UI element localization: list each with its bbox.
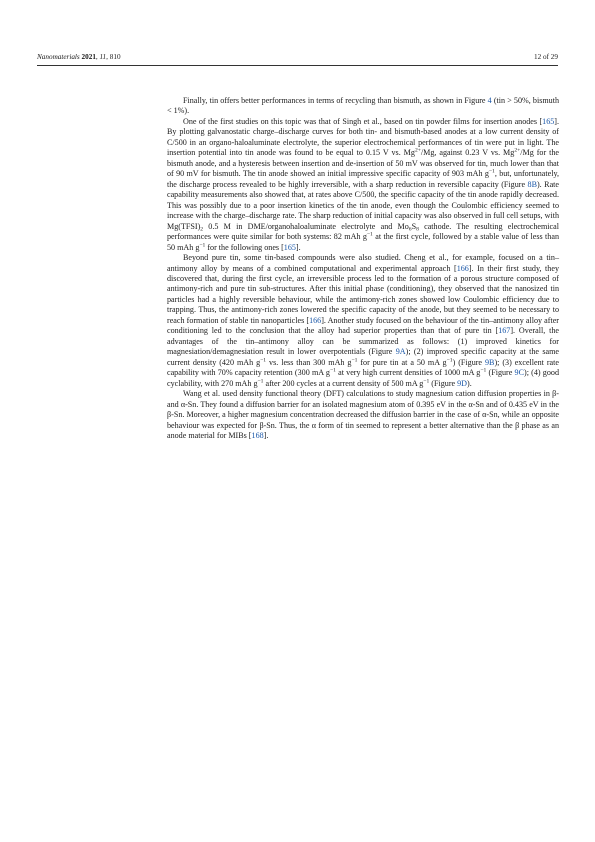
page-number: 12 of 29 xyxy=(534,53,558,61)
paragraph-text: (tin > 50%, bismuth < 1%). xyxy=(167,96,560,116)
paragraph-text: /Mg, against 0.23 V vs. Mg xyxy=(420,148,515,158)
article-body xyxy=(167,96,559,441)
paragraph-text: S xyxy=(411,221,417,231)
paragraph-text: ); (3) excellent rate capability with 70% capacity retention (300 mA g xyxy=(167,357,559,378)
paragraph-text: for pure tin at a 50 mA g xyxy=(357,357,447,367)
paragraph-text: Wang et al. used density functional theory (DFT) calculations to study magnesium cation diffusion properties in β- and α-Sn. They found a diffusion barrier for an isolated magnesium atom of 0.395 eV in the α-Sn and of 0.435 eV in the β-Sn. Moreover, a higher magnesium concentration decreased the diffusion barrier in the case of α-Sn, while an opposite behaviour was expected for β-Sn. Thus, the α form of tin seemed to represent a better alternative than the β phase as an anode material for MIBs [ xyxy=(167,389,559,440)
paragraph-text: ]. By plotting galvanostatic charge–discharge curves for both tin- and bismuth-based anodes at a low current density of C/500 in an organo-haloaluminate electrolyte, the superior electrochemical performances of tin were put in light. The insertion potential into tin anode was found to be equal to 0.15 V vs. Mg xyxy=(167,116,559,158)
citation-link[interactable]: 9D xyxy=(457,378,468,388)
superscript-text: −1 xyxy=(257,378,264,385)
paragraph-text: ]. In their first study, they discovered that, during the first cycle, an irreversible process led to the formation of a porous structure composed of antimony-rich and pure tin sub-structures. After this initial phase (conditioning), they observed that the nanosized tin particles had a highly reversible behaviour, while the antimony-rich zones showed low Coulombic efficiency due to trapping. Thus, the antimony-rich zones lowered the specific capacity of the anode, but they seemed to be necessary to reach formation of stable tin nanoparticles [ xyxy=(167,263,559,325)
paragraph-text: at the first cycle, followed by a stable value of less than 50 mAh g xyxy=(167,232,559,252)
citation-link[interactable]: 9A xyxy=(395,347,406,357)
superscript-text: −1 xyxy=(260,357,267,364)
citation-link[interactable]: 4 xyxy=(487,96,492,105)
journal-volume: 11 xyxy=(99,53,107,61)
journal-name: Nanomaterials xyxy=(37,53,80,61)
paragraph-text: cathode. The resulting electrochemical performances were quite similar for both systems: 82 mAh g xyxy=(167,221,559,242)
paragraph-text: (Figure xyxy=(486,368,515,378)
paragraph-text: ); (4) good cyclability, with 270 mAh g xyxy=(167,368,559,388)
page-header xyxy=(37,51,558,63)
paragraph-text: 0.5 M in DME/organohaloaluminate electrolyte and Mo xyxy=(203,221,409,231)
citation-link[interactable]: 168 xyxy=(251,431,264,440)
citation-link[interactable]: 166 xyxy=(309,315,322,325)
citation-link[interactable]: 166 xyxy=(456,263,469,273)
subscript-text: 8 xyxy=(416,226,419,233)
superscript-text: −1 xyxy=(351,357,358,364)
paragraph-text: ). Rate capability measurements also showed that, at rates above C/500, the specific capacity of the tin anode rapidly decreased. This was possibly due to a poor insertion kinetics of the tin anode, even though the Coulombic efficiency seemed to increase with the charge–discharge rate. The sharp reduction of initial capacity was also observed in full cell setups, with Mg(TFSI) xyxy=(167,179,560,231)
superscript-text: −1 xyxy=(446,357,453,364)
journal-year: 2021 xyxy=(81,53,96,61)
paragraph-text: ). xyxy=(467,378,472,388)
superscript-text: −1 xyxy=(329,367,336,374)
paragraph-text: ]. Another study focused on the behaviour of the tin–antimony alloy after conditioning led to the conclusion that the alloy had superior properties than that of pure tin [ xyxy=(167,315,559,336)
superscript-text: 2+ xyxy=(514,147,521,154)
paragraph-text: at very high current densities of 1000 mA g xyxy=(335,368,481,378)
superscript-text: −1 xyxy=(480,367,487,374)
subscript-text: 2 xyxy=(200,226,204,233)
citation-link[interactable]: 9B xyxy=(484,357,495,367)
paragraph-text: after 200 cycles at a current density of 500 mA g xyxy=(263,378,424,388)
superscript-text: −1 xyxy=(199,242,206,249)
paragraph-text: Beyond pure tin, some tin-based compounds were also studied. Cheng et al., for example, focused on a tin–antimony alloy by means of a combined computational and experimental approach [ xyxy=(167,253,559,273)
paragraph-text: for the following ones [ xyxy=(205,242,284,252)
paragraph-text: , but, unfortunately, the discharge process revealed to be highly irreversible, with a sharp reduction in reversible capacity (Figure xyxy=(167,169,559,189)
citation-link[interactable]: 165 xyxy=(542,116,555,126)
paragraph-text: vs. less than 300 mAh g xyxy=(266,357,352,367)
citation-link[interactable]: 165 xyxy=(283,242,296,252)
paragraph-text: ) (Figure xyxy=(452,357,485,367)
header-divider xyxy=(37,65,558,66)
superscript-text: −1 xyxy=(488,168,495,175)
body-paragraph xyxy=(167,96,559,117)
article-number: 810 xyxy=(109,53,121,61)
body-paragraph xyxy=(167,253,559,389)
paragraph-text: One of the first studies on this topic was that of Singh et al., based on tin powder films for insertion anodes [ xyxy=(183,116,543,126)
body-paragraph xyxy=(167,117,559,253)
body-paragraph xyxy=(167,389,559,441)
paragraph-text: (Figure xyxy=(429,378,458,388)
paragraph-text: /Mg for the bismuth anode, and a hysteresis between insertion and de-insertion of 50 mV was observed for tin, much lower than that of 90 mV for bismuth. The tin anode showed an initial impressive specific capacity of 903 mAh g xyxy=(167,148,559,179)
journal-citation: Nanomaterials 2021, 11, 810 xyxy=(37,53,121,61)
superscript-text: −1 xyxy=(366,231,373,238)
superscript-text: 2+ xyxy=(414,147,421,154)
citation-link[interactable]: 9C xyxy=(514,368,524,378)
superscript-text: −1 xyxy=(423,378,430,385)
citation-link[interactable]: 167 xyxy=(498,326,511,336)
paragraph-text: ]. xyxy=(295,242,301,252)
paragraph-text: Finally, tin offers better performances in terms of recycling than bismuth, as shown in Figure xyxy=(183,96,488,105)
paragraph-text: ]. xyxy=(263,431,269,440)
paragraph-text: ); (2) improved specific capacity at the same current density (420 mAh g xyxy=(167,347,559,367)
citation-link[interactable]: 8B xyxy=(527,179,537,189)
subscript-text: 6 xyxy=(408,226,412,233)
paragraph-text: ]. Overall, the advantages of the tin–antimony alloy can be summarized as follows: (1) improved kinetics for magnesiation/demagnesiation result in lower overpotentials (Figure xyxy=(167,326,559,357)
